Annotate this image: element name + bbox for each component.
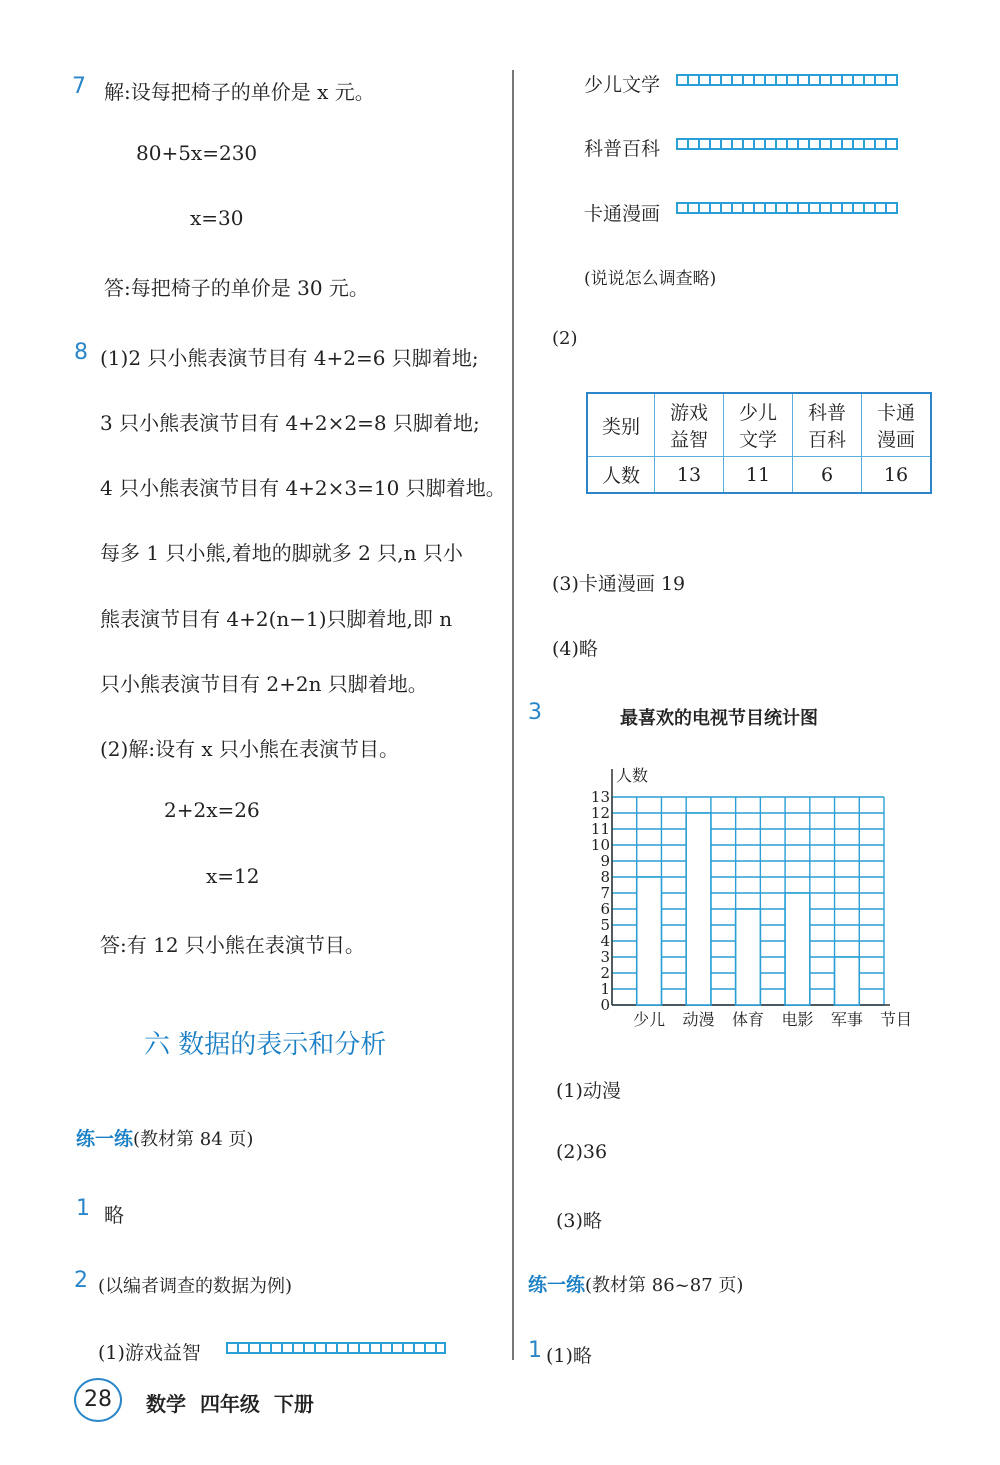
table-col-header: [793, 393, 862, 457]
y-tick-label: 1: [600, 980, 610, 998]
bar-chart: [540, 760, 920, 1040]
stats-table: [586, 392, 932, 494]
footer-volume: 下册: [273, 1392, 314, 1416]
chart-bar: [637, 877, 662, 1005]
practice-note: (以编者调查的数据为例): [98, 1276, 293, 1297]
q8-line: (2)解:设有 x 只小熊在表演节目。: [100, 737, 400, 761]
y-tick-label: 2: [600, 964, 610, 982]
part-4-answer: (4)略: [552, 638, 598, 660]
survey-note: (说说怎么调查略): [584, 269, 717, 289]
chart-bar: [686, 813, 711, 1005]
chart-answer-2: (2)36: [556, 1141, 608, 1163]
q8-line: (1)2 只小熊表演节目有 4+2=6 只脚着地;: [100, 346, 479, 370]
column-divider: [512, 70, 514, 1360]
q7-answer: 答:每把椅子的单价是 30 元。: [104, 276, 369, 300]
y-tick-label: 9: [600, 852, 610, 870]
tally-bar-science: [676, 138, 898, 150]
q8-line: 只小熊表演节目有 2+2n 只脚着地。: [100, 672, 428, 696]
tally-bar-cartoon: [676, 202, 898, 214]
tally-bar-literature: [676, 74, 898, 86]
practice-header-2: [528, 1270, 743, 1297]
practice-answer-right: (1)略: [546, 1345, 592, 1367]
table-row: [587, 457, 931, 494]
x-tick-label: 少儿: [633, 1010, 666, 1029]
table-header-category: 类别: [587, 393, 655, 457]
practice-answer: 略: [104, 1203, 124, 1227]
bar-label-science: 科普百科: [584, 138, 661, 160]
table-cell: 11: [724, 457, 793, 494]
practice-label: 练一练: [528, 1274, 586, 1296]
footer-subject: 数学: [146, 1392, 186, 1416]
q8-solution: x=12: [206, 864, 260, 888]
x-tick-label: 军事: [830, 1010, 863, 1029]
page-number-badge: [74, 1378, 122, 1422]
x-tick-label: 动漫: [682, 1010, 715, 1029]
col-text: 卡通: [876, 402, 915, 424]
col-text: 游戏: [669, 402, 708, 424]
practice-header: [76, 1124, 253, 1151]
table-col-header: [724, 393, 793, 457]
col-text: 百科: [807, 429, 846, 451]
tally-bar-game: [226, 1342, 446, 1354]
bar-label-cartoon: 卡通漫画: [584, 203, 661, 225]
question-number-3: 3: [528, 700, 542, 725]
q7-line: 解:设每把椅子的单价是 x 元。: [104, 80, 375, 104]
col-text: 漫画: [876, 429, 915, 451]
practice-number-1: 1: [76, 1196, 90, 1221]
part-2-label: (2): [552, 328, 578, 349]
footer-grade: 四年级: [199, 1392, 260, 1416]
bar-label-game: (1)游戏益智: [98, 1342, 201, 1364]
q8-answer: 答:有 12 只小熊在表演节目。: [100, 933, 365, 957]
y-tick-label: 7: [600, 884, 610, 902]
x-tick-label: 电影: [781, 1010, 814, 1029]
y-tick-label: 0: [600, 996, 610, 1014]
question-number-7: 7: [72, 74, 86, 99]
chart-bar: [835, 957, 860, 1005]
table-cell: 6: [793, 457, 862, 494]
x-tick-label: 体育: [731, 1010, 765, 1029]
footer-book-info: [146, 1388, 314, 1417]
y-tick-label: 12: [590, 804, 610, 822]
table-col-header: [655, 393, 724, 457]
x-axis-label: 节目: [879, 1010, 913, 1029]
y-axis-label: 人数: [616, 766, 649, 785]
question-number-8: 8: [74, 340, 88, 365]
q8-line: 3 只小熊表演节目有 4+2×2=8 只脚着地;: [100, 411, 480, 435]
practice-number-2: 2: [74, 1268, 88, 1293]
chart-answer-3: (3)略: [556, 1210, 602, 1232]
y-tick-label: 10: [590, 836, 610, 854]
practice-label: 练一练: [76, 1128, 134, 1150]
table-col-header: [862, 393, 932, 457]
y-tick-label: 3: [600, 948, 610, 966]
col-text: 益智: [669, 429, 708, 451]
y-tick-label: 13: [590, 788, 610, 806]
table-cell: 13: [655, 457, 724, 494]
chart-title: 最喜欢的电视节目统计图: [620, 708, 818, 729]
chart-bar: [785, 893, 810, 1005]
bar-label-literature: 少儿文学: [584, 74, 661, 96]
practice-reference: (教材第 86~87 页): [585, 1275, 744, 1296]
col-text: 科普: [807, 402, 846, 424]
section-title: 六 数据的表示和分析: [144, 1030, 387, 1060]
q8-equation: 2+2x=26: [164, 798, 260, 822]
q7-equation: 80+5x=230: [136, 141, 258, 165]
y-tick-label: 11: [590, 820, 610, 838]
page-number: 28: [84, 1387, 112, 1412]
q8-line: 熊表演节目有 4+2(n−1)只脚着地,即 n: [100, 607, 453, 631]
y-tick-label: 5: [600, 916, 610, 934]
y-tick-label: 4: [600, 932, 610, 950]
q7-solution: x=30: [190, 206, 244, 230]
y-tick-label: 8: [600, 868, 610, 886]
q8-line: 每多 1 只小熊,着地的脚就多 2 只,n 只小: [100, 541, 463, 565]
chart-bar: [736, 909, 761, 1005]
table-row: [587, 393, 931, 457]
chart-answer-1: (1)动漫: [556, 1080, 621, 1102]
part-3-answer: (3)卡通漫画 19: [552, 573, 686, 595]
practice-reference: (教材第 84 页): [133, 1129, 254, 1150]
y-tick-label: 6: [600, 900, 610, 918]
q8-line: 4 只小熊表演节目有 4+2×3=10 只脚着地。: [100, 476, 506, 500]
practice-number-1-right: 1: [528, 1338, 542, 1363]
col-text: 文学: [738, 429, 777, 451]
table-header-count: 人数: [587, 457, 655, 494]
col-text: 少儿: [738, 402, 777, 424]
table-cell: 16: [862, 457, 932, 494]
